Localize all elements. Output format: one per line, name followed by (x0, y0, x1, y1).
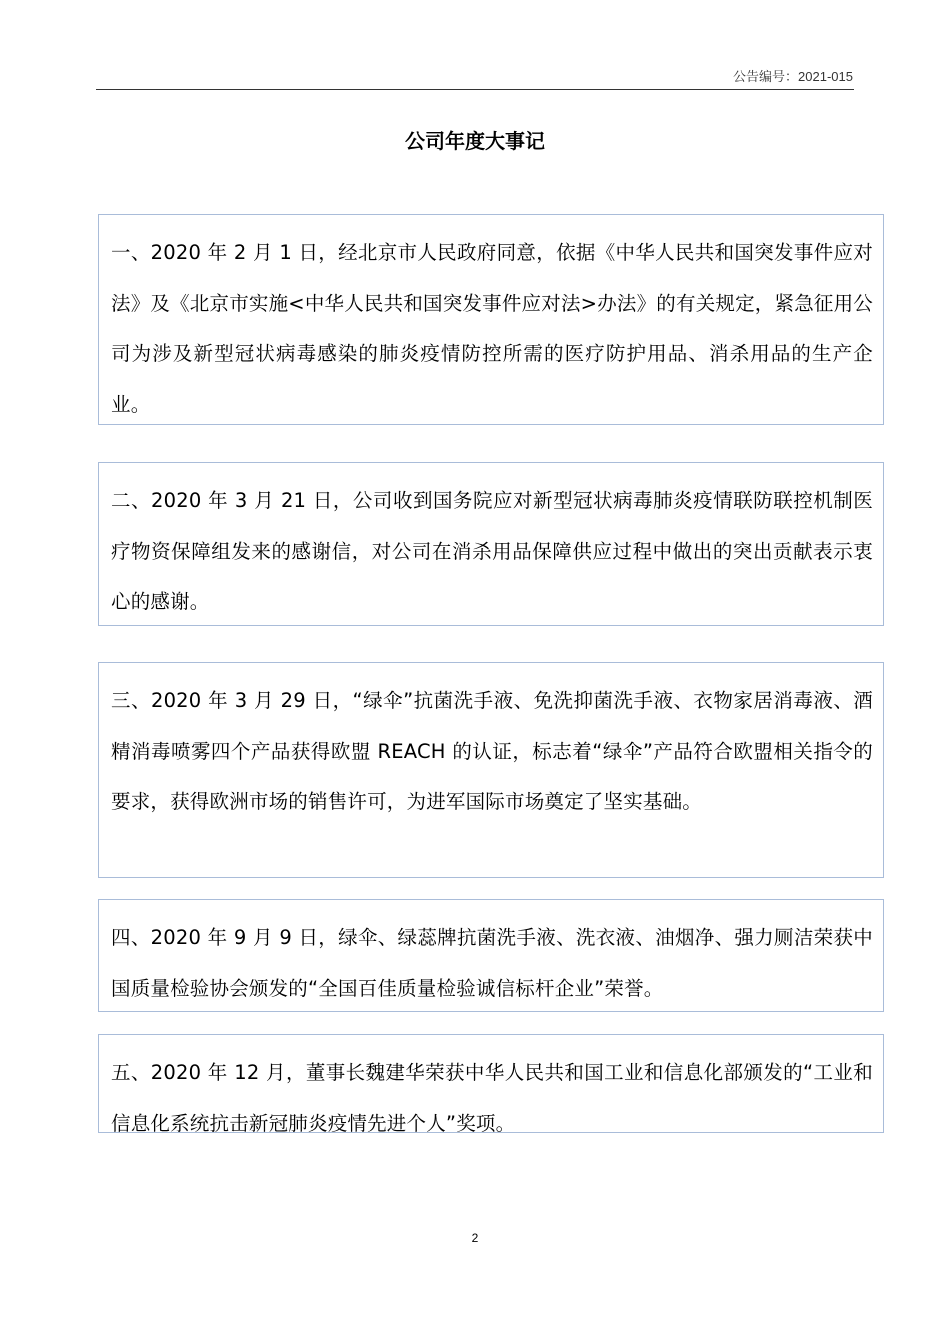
event-box-4 (98, 899, 884, 1012)
event-box-3 (98, 662, 884, 878)
event-text-3: 三、2020 年 3 月 29 日，“绿伞”抗菌洗手液、免洗抑菌洗手液、衣物家居消毒液、酒精消毒喷雾四个产品获得欧盟 REACH 的认证，标志着“绿伞”产品符合欧盟相关指令的要求，获得欧洲市场的销售许可，为进军国际市场奠定了坚实基础。 (111, 689, 873, 813)
event-box-2 (98, 462, 884, 626)
event-box-5 (98, 1034, 884, 1133)
event-text-1: 一、2020 年 2 月 1 日，经北京市人民政府同意，依据《中华人民共和国突发事件应对法》及《北京市实施<中华人民共和国突发事件应对法>办法》的有关规定，紧急征用公司为涉及新型冠状病毒感染的肺炎疫情防控所需的医疗防护用品、消杀用品的生产企业。 (111, 241, 873, 416)
event-text-5: 五、2020 年 12 月，董事长魏建华荣获中华人民共和国工业和信息化部颁发的“工业和信息化系统抗击新冠肺炎疫情先进个人”奖项。 (111, 1061, 873, 1135)
page-number: 2 (471, 1231, 479, 1245)
page-title: 公司年度大事记 (405, 129, 545, 153)
event-text-4: 四、2020 年 9 月 9 日，绿伞、绿蕊牌抗菌洗手液、洗衣液、油烟净、强力厕洁荣获中国质量检验协会颁发的“全国百佳质量检验诚信标杆企业”荣誉。 (111, 926, 873, 1000)
event-text-2: 二、2020 年 3 月 21 日，公司收到国务院应对新型冠状病毒肺炎疫情联防联控机制医疗物资保障组发来的感谢信，对公司在消杀用品保障供应过程中做出的突出贡献表示衷心的感谢。 (111, 489, 873, 613)
header-divider (96, 89, 854, 90)
announcement-number: 公告编号：2021-015 (733, 69, 853, 84)
event-box-1 (98, 214, 884, 425)
